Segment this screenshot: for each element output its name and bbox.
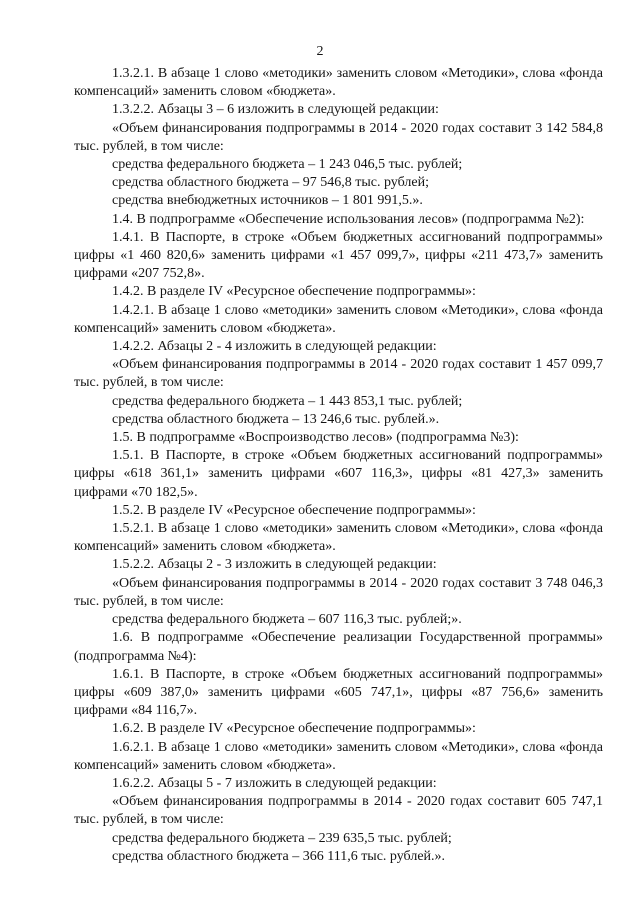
paragraph: 1.6.2.2. Абзацы 5 - 7 изложить в следующей редакции: bbox=[112, 775, 437, 791]
paragraph: 1.5. В подпрограмме «Воспроизводство лесов» (подпрограмма №3): bbox=[112, 430, 519, 446]
paragraph: 1.5.1. В Паспорте, в строке «Объем бюджетных ассигнований подпрограммы» цифры «618 361,1» заменить цифрами «607 116,3», цифры «81 427,3» заменить цифрами «70 182,5». bbox=[74, 448, 603, 500]
paragraph: средства областного бюджета – 366 111,6 тыс. рублей.». bbox=[112, 848, 446, 864]
paragraph: 1.4.2.1. В абзаце 1 слово «методики» заменить словом «Методики», слова «фонда компенсаций» заменить словом «бюджета». bbox=[74, 302, 603, 336]
paragraph: 1.6.2.1. В абзаце 1 слово «методики» заменить словом «Методики», слова «фонда компенсаций» заменить словом «бюджета». bbox=[74, 739, 603, 773]
paragraph: 1.6.2. В разделе IV «Ресурсное обеспечение подпрограммы»: bbox=[112, 721, 476, 737]
paragraph: 1.4.2. В разделе IV «Ресурсное обеспечение подпрограммы»: bbox=[112, 284, 476, 300]
paragraph: 1.3.2.1. В абзаце 1 слово «методики» заменить словом «Методики», слова «фонда компенсаций» заменить словом «бюджета». bbox=[74, 66, 603, 100]
paragraph: средства областного бюджета – 13 246,6 тыс. рублей.». bbox=[112, 411, 440, 427]
paragraph: средства федерального бюджета – 607 116,3 тыс. рублей;». bbox=[112, 612, 462, 628]
paragraph: 1.5.2.1. В абзаце 1 слово «методики» заменить словом «Методики», слова «фонда компенсаций» заменить словом «бюджета». bbox=[74, 521, 603, 555]
paragraph: 1.4.2.2. Абзацы 2 - 4 изложить в следующей редакции: bbox=[112, 339, 437, 355]
document-body bbox=[74, 65, 603, 866]
paragraph: средства федерального бюджета – 1 243 046,5 тыс. рублей; bbox=[112, 157, 463, 173]
paragraph: 1.6.1. В Паспорте, в строке «Объем бюджетных ассигнований подпрограммы» цифры «609 387,0» заменить цифрами «605 747,1», цифры «87 756,6» заменить цифрами «84 116,7». bbox=[74, 666, 603, 719]
paragraph: средства областного бюджета – 97 546,8 тыс. рублей; bbox=[112, 175, 429, 191]
paragraph: средства федерального бюджета – 239 635,5 тыс. рублей; bbox=[112, 830, 452, 846]
paragraph: средства федерального бюджета – 1 443 853,1 тыс. рублей; bbox=[112, 393, 463, 409]
paragraph: «Объем финансирования подпрограммы в 2014 - 2020 годах составит 605 747,1 тыс. рублей, в том числе: bbox=[74, 794, 603, 828]
paragraph: средства внебюджетных источников – 1 801 991,5.». bbox=[112, 193, 423, 209]
paragraph: 1.3.2.2. Абзацы 3 – 6 изложить в следующей редакции: bbox=[112, 102, 439, 118]
page-number: 2 bbox=[316, 44, 324, 59]
paragraph: «Объем финансирования подпрограммы в 2014 - 2020 годах составит 3 748 046,3 тыс. рублей, в том числе: bbox=[74, 575, 603, 609]
paragraph: 1.4.1. В Паспорте, в строке «Объем бюджетных ассигнований подпрограммы» цифры «1 460 820,6» заменить цифрами «1 457 099,7», цифры «211 473,7» заменить цифрами «207 752,8». bbox=[74, 229, 603, 282]
paragraph: «Объем финансирования подпрограммы в 2014 - 2020 годах составит 1 457 099,7 тыс. рублей, в том числе: bbox=[74, 357, 603, 391]
paragraph: 1.5.2.2. Абзацы 2 - 3 изложить в следующей редакции: bbox=[112, 557, 437, 573]
paragraph: 1.6. В подпрограмме «Обеспечение реализации Государственной программы» (подпрограмма №4): bbox=[74, 630, 603, 664]
paragraph: «Объем финансирования подпрограммы в 2014 - 2020 годах составит 3 142 584,8 тыс. рублей, в том числе: bbox=[74, 120, 603, 154]
paragraph: 1.5.2. В разделе IV «Ресурсное обеспечение подпрограммы»: bbox=[112, 502, 476, 518]
paragraph: 1.4. В подпрограмме «Обеспечение использования лесов» (подпрограмма №2): bbox=[112, 211, 585, 227]
